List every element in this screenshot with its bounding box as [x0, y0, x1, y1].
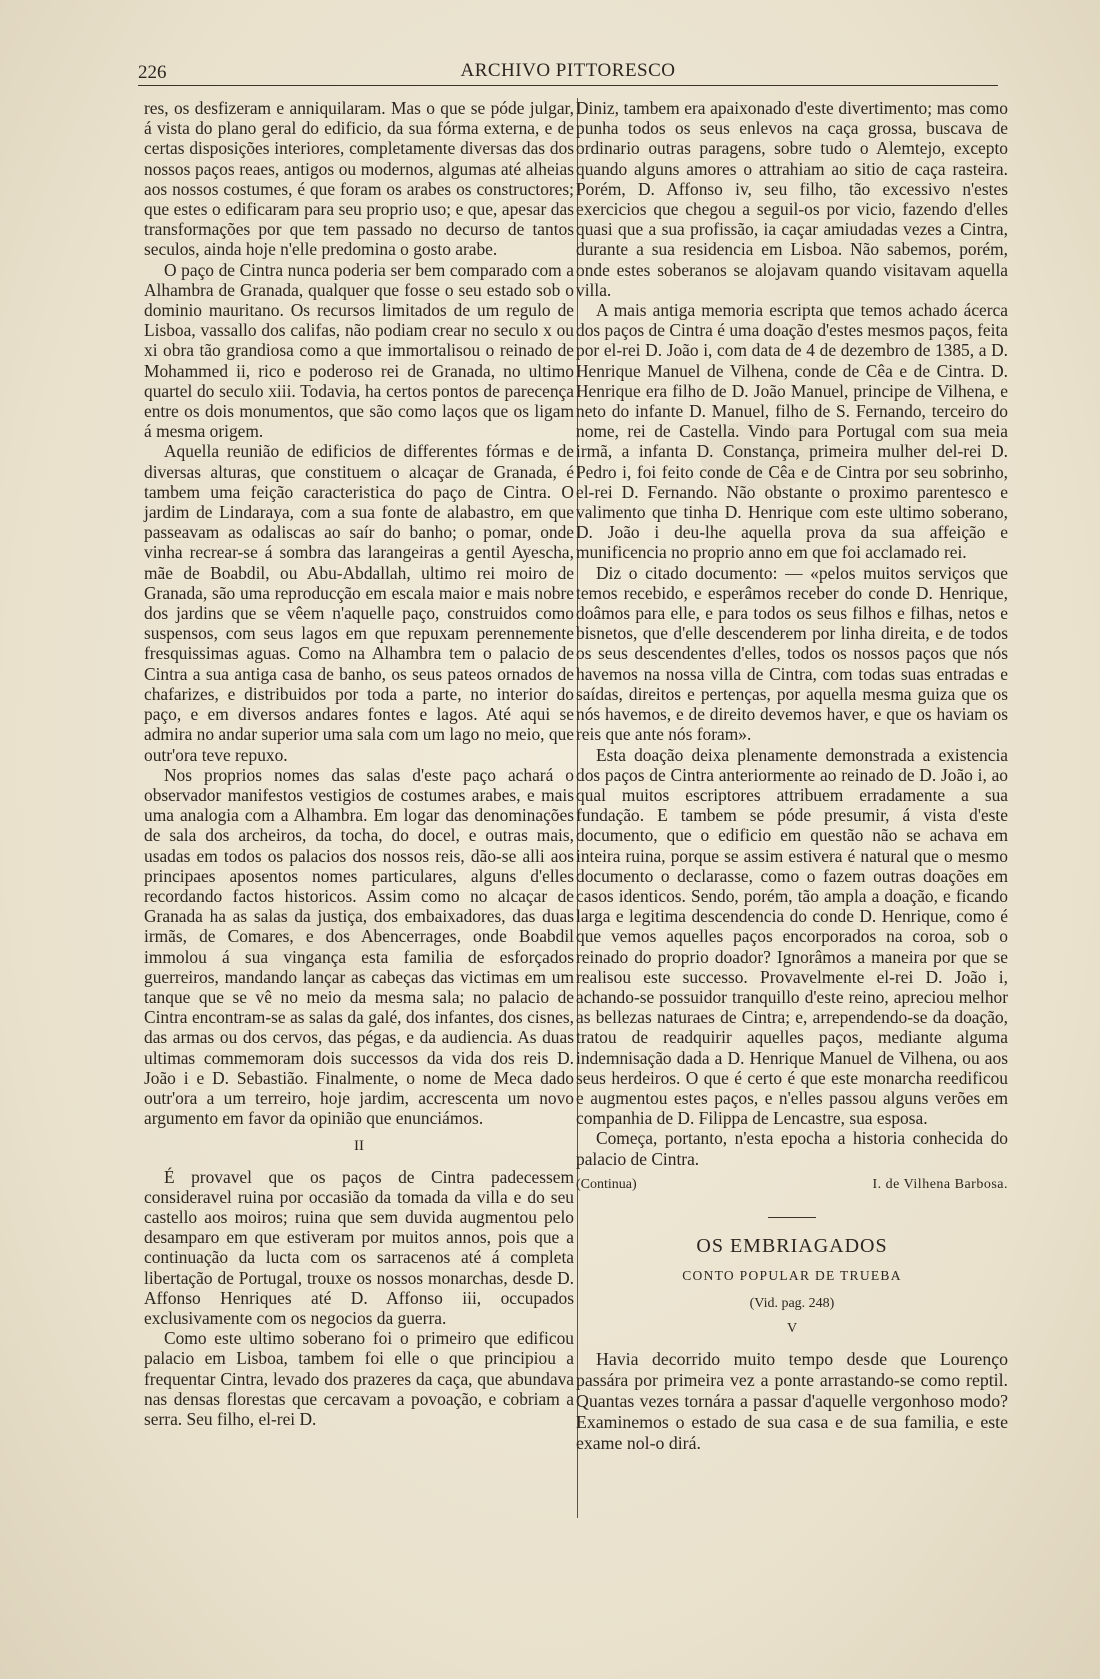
story-reference: (Vid. pag. 248) — [749, 1296, 835, 1312]
story-subtitle: CONTO POPULAR DE TRUEBA — [682, 1268, 902, 1284]
paragraph: res, os desfizeram e anniquilaram. Mas o que se póde julgar, á vista do plano geral do edificio, da sua fórma externa, e de certas disposições interiores, completamente diversas das dos nossos paços reaes, antigos ou modernos, algumas até alheias aos nossos costumes, é que foram os arabes os constructores; que estes o edificaram para seu proprio uso; e que, apesar das transformações por que tem passado no decurso de tantos seculos, ainda hoje n'elle predomina o gosto arabe. — [144, 98, 574, 260]
signature-line — [576, 1175, 1008, 1195]
section-number: II — [354, 1138, 364, 1155]
running-title: ARCHIVO PITTORESCO — [460, 60, 676, 81]
page-header — [138, 58, 998, 88]
story-title: OS EMBRIAGADOS — [696, 1234, 888, 1257]
story-chapter-number: V — [786, 1320, 798, 1336]
paragraph: Diniz, tambem era apaixonado d'este divertimento; mas como punha todos os seus enlevos na caça grossa, buscava de ordinario outras paragens, sobre tudo o Alemtejo, excepto quando alguns amores o attrahiam ao sitio de caça rasteira. Porém, D. Affonso iv, seu filho, tão excessivo n'estes exercicios que chegou a seguil-os por vicio, fazendo d'elles quasi que a sua profissão, ia caçar amiudadas vezes a Cintra, durante a sua residencia em Lisboa. Não sabemos, porém, onde estes soberanos se alojavam quando visitavam aquella villa. — [576, 98, 1008, 300]
paragraph: O paço de Cintra nunca poderia ser bem comparado com a Alhambra de Granada, qualquer que fosse o seu estado sob o dominio mauritano. Os recursos limitados de um regulo de Lisboa, vassallo dos califas, não podiam crear no seculo x ou xi obra tão grandiosa como a que immortalisou o reinado de Mohammed ii, rico e poderoso rei de Granada, no ultimo quartel do seculo xiii. Todavia, ha certos pontos de parecença entre os dois monumentos, que são como laços que os ligam á mesma origem. — [144, 259, 574, 442]
paragraph: Havia decorrido muito tempo desde que Lourenço passára por primeira vez a ponte arrastando-se como reptil. Quantas vezes tornára a passar d'aquelle vergonhoso modo? Examinemos o estado de sua casa e de sua familia, e este exame nol-o dirá. — [576, 1348, 1008, 1453]
continua-note: (Continua) — [576, 1176, 637, 1192]
paragraph: Como este ultimo soberano foi o primeiro que edificou palacio em Lisboa, tambem foi elle o que principiou a frequentar Cintra, levado dos prazeres da caça, que abundava nas densas florestas que cercavam a povoação, e cobriam a serra. Seu filho, el-rei D. — [144, 1328, 574, 1429]
author-signature: I. de Vilhena Barbosa. — [872, 1176, 1008, 1192]
paragraph: Aquella reunião de edificios de differentes fórmas e de diversas alturas, que constituem o alcaçar de Granada, é tambem uma feição caracteristica do paço de Cintra. O jardim de Lindaraya, com a sua fonte de alabastro, em que passeavam as odaliscas ao saír do banho; o pomar, onde vinha recrear-se á sombra das larangeiras a gentil Ayescha, mãe de Boabdil, ou Abu-Abdallah, ultimo rei moiro de Granada, são uma reproducção em escala maior e mais nobre dos jardins que se vêem n'aquelle paço, construidos como suspensos, com seus lagos em que repuxam perennemente fresquissimas aguas. Como na Alhambra tem o palacio de Cintra a sua antiga casa de banho, os seus pateos ornados de chafarizes, e distribuidos por toda a parte, no interior do paço, e em diversos andares fontes e lagos. Até aqui se admira no andar superior uma sala com um lago no meio, que outr'ora teve repuxo. — [144, 441, 574, 765]
page-number: 226 — [138, 62, 167, 83]
paragraph: Diz o citado documento: — «pelos muitos serviços que temos recebido, e esperâmos receber do conde D. Henrique, doâmos para elle, e para todos os seus filhos e filhas, netos e bisnetos, que d'elle descenderem por linha direita, e de todos os seus descendentes d'elles, todos os nossos paços que nós havemos na nossa villa de Cintra, com todas suas entradas e saídas, direitos e pertenças, por aquella mesma guiza que os nós havemos, e de direito devemos haver, e que os haviam os reis que ante nós foram». — [576, 562, 1008, 745]
right-column — [576, 98, 1008, 1454]
left-column — [144, 98, 574, 1429]
paragraph: A mais antiga memoria escripta que temos achado ácerca dos paços de Cintra é uma doação d'estes mesmos paços, feita por el-rei D. João i, com data de 4 de dezembro de 1385, a D. Henrique Manuel de Vilhena, conde de Cêa e de Cintra. D. Henrique era filho de D. João Manuel, principe de Vilhena, e neto do infante D. Manuel, filho de S. Fernando, terceiro do nome, rei de Castella. Vindo para Portugal com sua meia irmã, a infanta D. Constança, primeira mulher del-rei D. Pedro i, foi feito conde de Cêa e de Cintra por seu sobrinho, el-rei D. Fernando. Não obstante o proximo parentesco e valimento que tinha D. Henrique com este ultimo soberano, D. João i deu-lhe aquella prova da sua affeição e munificencia no proprio anno em que foi acclamado rei. — [576, 300, 1008, 563]
paragraph: É provavel que os paços de Cintra padecessem consideravel ruina por occasião da tomada da villa e do seu castello aos moiros; ruina que sem duvida augmentou pelo desamparo em que estiveram por muitos annos, pois que a continuação da lucta com os sarracenos até á completa libertação de Portugal, trouxe os nossos monarchas, desde D. Affonso Henriques até D. Affonso iii, occupados exclusivamente com os negocios da guerra. — [144, 1166, 574, 1328]
paragraph: Nos proprios nomes das salas d'este paço achará o observador manifestos vestigios de costumes arabes, e mais uma analogia com a Alhambra. Em logar das denominações de sala dos archeiros, da tocha, do docel, e outras mais, usadas em todos os palacios dos nossos reis, dão-se alli aos principaes aposentos nomes particulares, alguns d'elles recordando factos historicos. Assim como no alcaçar de Granada ha as salas da justiça, dos embaixadores, das duas irmãs, de Comares, e dos Abencerrages, onde Boabdil immolou á sua vingança esta familia de esforçados guerreiros, mandando lançar as cabeças das victimas em um tanque que se vê no meio da mesma sala; no palacio de Cintra encontram-se as salas da galé, dos infantes, dos cisnes, das armas ou dos cervos, das pégas, e da audiencia. As duas ultimas commemoram dois successos da vida dos reis D. João i e D. Sebastião. Finalmente, o nome de Meca dado outr'ora a um terreiro, hoje jardim, accrescenta um novo argumento em favor da opinião que enunciámos. — [144, 764, 574, 1129]
paragraph: Esta doação deixa plenamente demonstrada a existencia dos paços de Cintra anteriormente ao reinado de D. João i, ao qual muitos escriptores attribuem erradamente a sua fundação. E tambem se póde presumir, á vista d'este documento, que o edificio em questão não se achava em inteira ruina, porque se assim estivera é natural que o mesmo documento o declarasse, como o fazem outras doações em casos identicos. Sendo, porém, tão ampla a doação, e ficando larga e legitima descendencia do conde D. Henrique, como é que vemos aquelles paços encorporados na coroa, sob o reinado do proprio doador? Ignorâmos a maneira por que se realisou este successo. Provavelmente el-rei D. João i, achando-se possuidor tranquillo d'este reino, apreciou melhor as bellezas naturaes de Cintra; e, arrependendo-se da doação, tratou de readquirir aquelles paços, mediante alguma indemnisação dada a D. Henrique Manuel de Vilhena, ou aos seus herdeiros. O que é certo é que este monarcha reedificou e augmentou estes paços, e n'elles passou alguns verões em companhia de D. Filippa de Lencastre, sua esposa. — [576, 744, 1008, 1129]
paragraph: Começa, portanto, n'esta epocha a historia conhecida do palacio de Cintra. — [576, 1128, 1008, 1169]
header-rule — [138, 85, 998, 86]
separator-rule — [768, 1217, 816, 1218]
